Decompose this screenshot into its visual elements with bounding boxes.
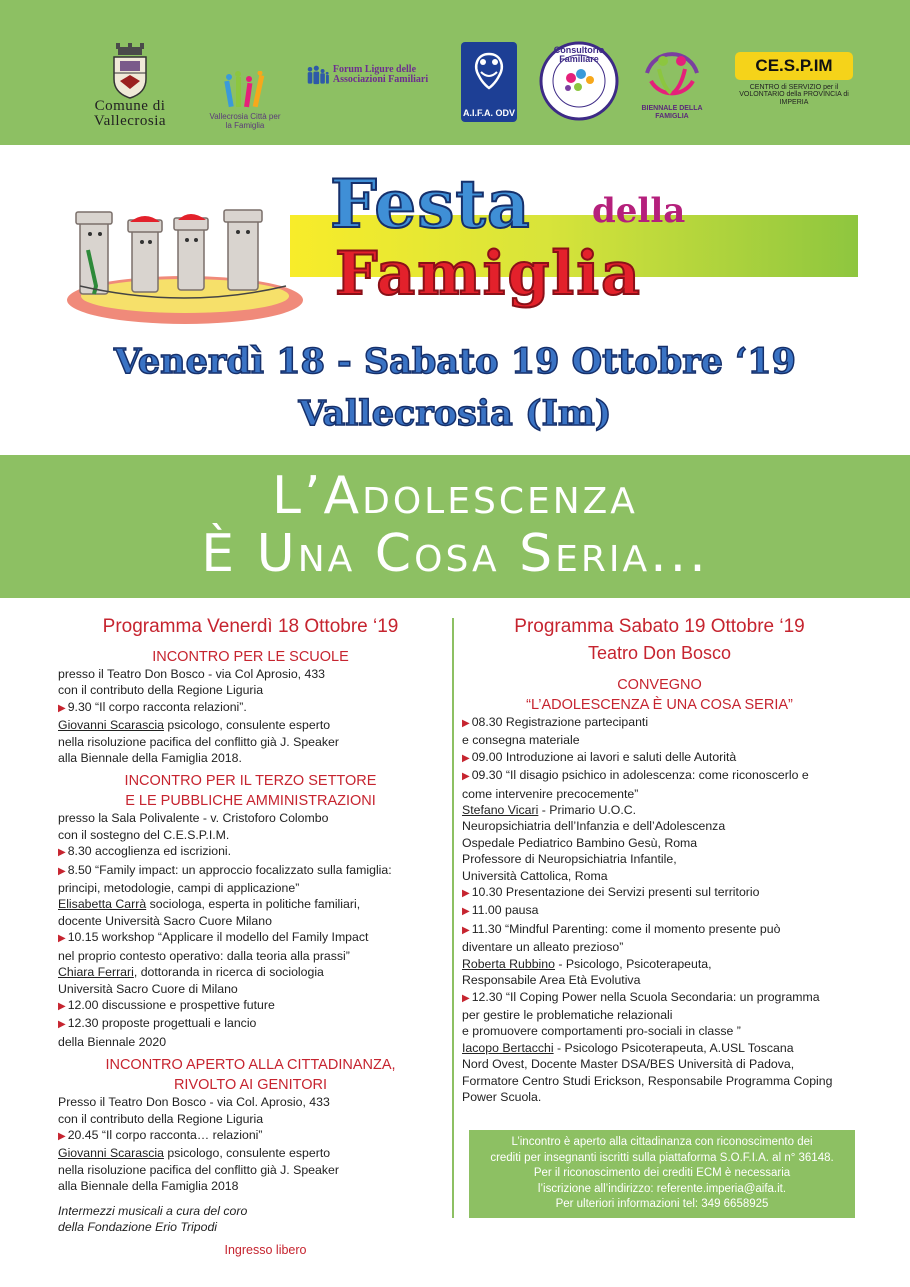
speaker-name: Iacopo Bertacchi	[462, 1040, 554, 1055]
program-line: Roberta Rubbino - Psicologo, Psicoterapeuta,	[462, 956, 712, 971]
biennale-logo	[627, 40, 717, 120]
program-line: Formatore Centro Studi Erickson, Responsabile Programma Coping	[462, 1073, 833, 1088]
cespim-logo	[733, 52, 855, 122]
program-line: Giovanni Scarascia psicologo, consulente esperto	[58, 718, 331, 733]
theme-band	[0, 455, 910, 598]
program-line: per gestire le problematiche relazionali	[462, 1007, 673, 1022]
program-line: ▶ 9.30 “Il corpo racconta relazioni”.	[58, 699, 247, 714]
program-line: presso la Sala Polivalente - v. Cristoforo Colombo	[58, 811, 329, 826]
program-line: ▶ 12.00 discussione e prospettive future	[58, 997, 275, 1012]
friday-heading: Programma Venerdì 18 Ottobre ‘19	[102, 616, 399, 637]
program-line: Professore di Neuropsichiatria Infantile,	[462, 852, 677, 867]
program-line: nella risoluzione pacifica del conflitto già J. Speaker	[58, 734, 339, 749]
citta-famiglia-logo	[208, 30, 282, 130]
title-famiglia: Famiglia	[335, 239, 642, 309]
triangle-bullet-icon: ▶	[462, 924, 470, 936]
triangle-bullet-icon: ▶	[462, 992, 470, 1004]
program-line: ▶ 8.30 accoglienza ed iscrizioni.	[58, 844, 232, 859]
program-line: ▶ 11.00 pausa	[462, 903, 539, 918]
families-figures-icon	[220, 71, 270, 113]
biennale-emblem-icon	[637, 43, 707, 105]
section-citizens-title-1: INCONTRO APERTO ALLA CITTADINANZA,	[105, 1057, 396, 1074]
event-place: Vallecrosia (Im)	[298, 393, 612, 434]
event-dates: Venerdì 18 - Sabato 19 Ottobre ‘19	[113, 341, 797, 382]
forum-ligure-text: Forum Ligure delle Associazioni Familiari	[332, 63, 429, 85]
program-line: con il sostegno del C.E.S.P.I.M.	[58, 827, 230, 842]
program-line: Iacopo Bertacchi - Psicologo Psicoterapeuta, A.USL Toscana	[462, 1040, 794, 1055]
info-box	[469, 1130, 855, 1218]
aifa-emblem-icon	[467, 46, 511, 96]
triangle-bullet-icon: ▶	[58, 847, 66, 859]
program-line: presso il Teatro Don Bosco - via Col Aprosio, 433	[58, 667, 326, 681]
cespim-mark: CE.S.P.IM	[735, 52, 853, 80]
program-line: diventare un alleato prezioso”	[462, 940, 624, 955]
program-line: nel proprio contesto operativo: dalla teoria alla prassi”	[58, 948, 350, 963]
consultorio-logo	[538, 40, 620, 122]
info-line: Per il riconoscimento dei crediti ECM è necessaria	[533, 1167, 791, 1180]
comune-name: Comune di Vallecrosia	[93, 97, 167, 130]
program-line: Elisabetta Carrà sociologa, esperta in politiche familiari,	[58, 897, 361, 912]
program-line: alla Biennale della Famiglia 2018.	[58, 751, 242, 766]
program-line: con il contributo della Regione Liguria	[58, 1111, 264, 1126]
music-note-line: Intermezzi musicali a cura del coro	[58, 1203, 248, 1218]
section-citizens-title-2: RIVOLTO AI GENITORI	[173, 1077, 328, 1094]
program-line: alla Biennale della Famiglia 2018	[58, 1179, 239, 1194]
triangle-bullet-icon: ▶	[58, 702, 66, 714]
title-festa: Festa	[330, 165, 531, 243]
triangle-bullet-icon: ▶	[58, 865, 66, 877]
program-line: con il contributo della Regione Liguria	[58, 683, 264, 698]
triangle-bullet-icon: ▶	[58, 1000, 66, 1012]
triangle-bullet-icon: ▶	[462, 752, 470, 764]
program-line: ▶ 20.45 “Il corpo racconta… relazioni”	[58, 1127, 263, 1142]
theme-line-2: È Una Cosa Seria...	[201, 524, 709, 584]
info-line: crediti per insegnanti iscritti sulla piattaforma S.O.F.I.A. al n° 36148.	[490, 1151, 834, 1164]
program-line: Università Sacro Cuore di Milano	[58, 981, 238, 996]
info-email-line: l’iscrizione all’indirizzo: referente.imperia@aifa.it.	[537, 1182, 787, 1195]
triangle-bullet-icon: ▶	[58, 933, 66, 945]
program-line: e promuovere comportamenti pro-sociali in classe ”	[462, 1024, 741, 1039]
convegno-title: CONVEGNO	[617, 677, 702, 693]
program-line: ▶ 09.30 “Il disagio psichico in adolescenza: come riconoscerlo e	[462, 768, 809, 783]
program-line: docente Università Sacro Cuore Milano	[58, 913, 272, 928]
logo-band	[0, 0, 910, 145]
program-line: ▶ 08.30 Registrazione partecipanti	[462, 715, 649, 729]
program-line: come intervenire precocemente”	[462, 786, 639, 801]
program-line: ▶ 10.30 Presentazione dei Servizi presenti sul territorio	[462, 885, 760, 900]
program-line: ▶ 09.00 Introduzione ai lavori e saluti delle Autorità	[462, 749, 737, 764]
theme-line-1: L’Adolescenza	[272, 466, 638, 526]
triangle-bullet-icon: ▶	[462, 718, 470, 729]
program-line: Responsabile Area Età Evolutiva	[462, 973, 641, 988]
program-line: Chiara Ferrari, dottoranda in ricerca di sociologia	[58, 965, 324, 980]
comune-logo	[70, 30, 190, 130]
program-line: Nord Ovest, Docente Master DSA/BES Università di Padova,	[462, 1057, 795, 1072]
program-line: ▶ 8.50 “Family impact: un approccio focalizzato sulla famiglia:	[58, 862, 392, 877]
chess-family-illustration	[60, 190, 310, 330]
friday-program	[58, 606, 443, 1259]
program-line: Presso il Teatro Don Bosco - via Col. Aprosio, 433	[58, 1095, 330, 1110]
triangle-bullet-icon: ▶	[462, 888, 470, 900]
program-line: Giovanni Scarascia psicologo, consulente esperto	[58, 1146, 331, 1161]
speaker-name: Stefano Vicari	[462, 803, 539, 818]
info-line: L’incontro è aperto alla cittadinanza con riconoscimento dei	[511, 1136, 813, 1148]
speaker-name: Giovanni Scarascia	[58, 1146, 164, 1161]
triangle-bullet-icon: ▶	[462, 906, 470, 918]
program-line: Università Cattolica, Roma	[462, 868, 608, 883]
program-line: della Biennale 2020	[58, 1034, 167, 1049]
triangle-bullet-icon: ▶	[58, 1130, 66, 1142]
saturday-heading: Programma Sabato 19 Ottobre ‘19	[514, 616, 805, 637]
saturday-venue: Teatro Don Bosco	[587, 643, 732, 663]
citta-famiglia-text: Vallecrosia Città per la Famiglia	[209, 112, 281, 130]
program-line: ▶ 11.30 “Mindful Parenting: come il momento presente può	[462, 921, 781, 936]
saturday-program	[462, 606, 857, 1105]
speaker-name: Giovanni Scarascia	[58, 718, 164, 733]
speaker-name: Roberta Rubbino	[462, 956, 555, 971]
music-note-line: della Fondazione Erio Tripodi	[58, 1219, 218, 1234]
crest-icon	[110, 43, 150, 99]
family-group-icon	[306, 57, 329, 93]
program-line: e consegna materiale	[462, 733, 580, 748]
biennale-text: BIENNALE DELLA FAMIGLIA	[641, 105, 703, 120]
program-line: Ospedale Pediatrico Bambino Gesù, Roma	[462, 835, 698, 850]
forum-ligure-logo	[306, 45, 436, 105]
section-third-sector-title-2: E LE PUBBLICHE AMMINISTRAZIONI	[125, 793, 376, 810]
title-della: della	[592, 191, 686, 231]
program-line: ▶ 12.30 proposte progettuali e lancio	[58, 1016, 257, 1031]
program-line: ▶ 10.15 workshop “Applicare il modello del Family Impact	[58, 930, 369, 945]
convegno-subtitle: “L’ADOLESCENZA È UNA COSA SERIA”	[526, 697, 793, 713]
column-divider	[452, 618, 454, 1218]
cespim-text: CENTRO di SERVIZIO per il VOLONTARIO della PROVINCIA di IMPERIA	[739, 84, 849, 106]
program-line: Neuropsichiatria dell’Infanzia e dell’Adolescenza	[462, 819, 726, 834]
program-line: principi, metodologie, campi di applicazione”	[58, 881, 300, 896]
speaker-name: Chiara Ferrari	[58, 965, 134, 980]
program-line: ▶ 12.30 “Il Coping Power nella Scuola Secondaria: un programma	[462, 989, 820, 1004]
title-area	[0, 145, 910, 455]
triangle-bullet-icon: ▶	[462, 771, 470, 783]
section-schools-title: INCONTRO PER LE SCUOLE	[152, 649, 349, 665]
aifa-text: A.I.F.A. ODV	[462, 107, 515, 118]
program-line: Stefano Vicari - Primario U.O.C.	[462, 803, 637, 818]
program-line: nella risoluzione pacifica del conflitto già J. Speaker	[58, 1162, 339, 1177]
consultorio-text: Consultorio Familiare	[553, 45, 605, 65]
free-entry-note: Ingresso libero	[224, 1243, 307, 1258]
speaker-name: Elisabetta Carrà	[58, 897, 147, 912]
program-line: Power Scuola.	[462, 1089, 542, 1104]
info-phone-line: Per ulteriori informazioni tel: 349 6658925	[555, 1198, 769, 1211]
triangle-bullet-icon: ▶	[58, 1019, 66, 1031]
aifa-logo	[461, 42, 517, 122]
section-third-sector-title-1: INCONTRO PER IL TERZO SETTORE	[124, 773, 377, 790]
